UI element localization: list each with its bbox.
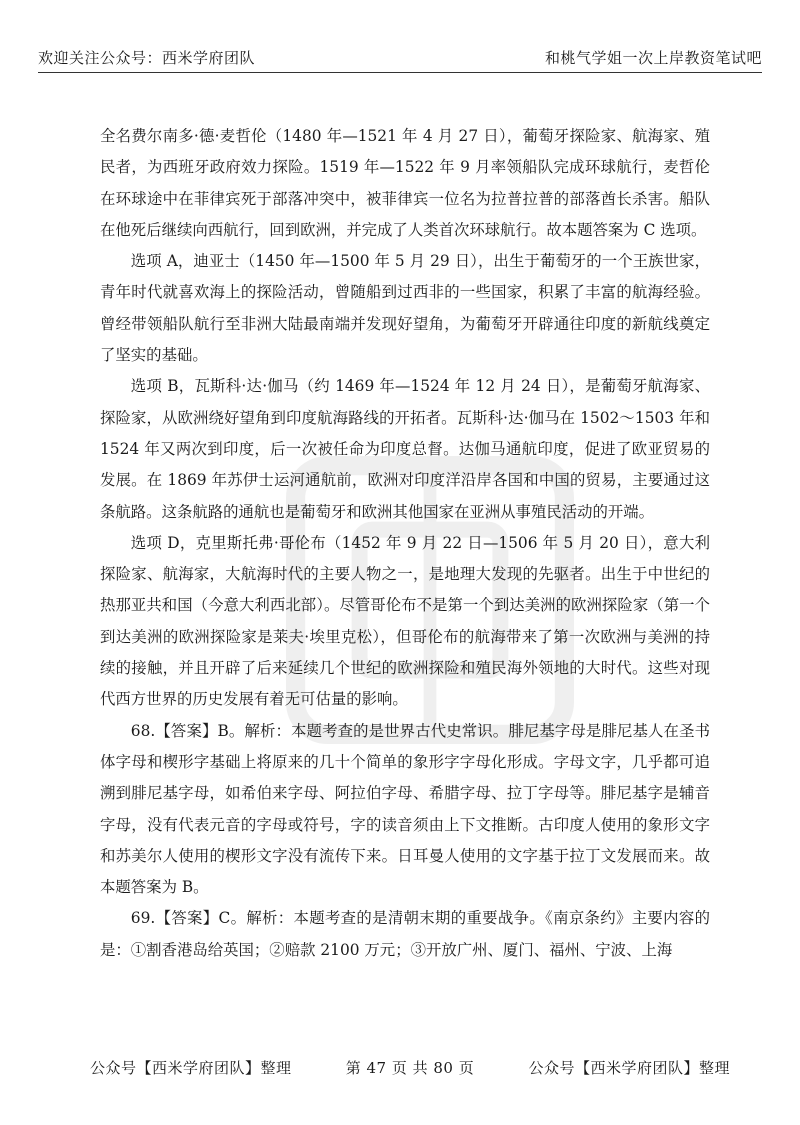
paragraph-magellan: 全名费尔南多·德·麦哲伦（1480 年—1521 年 4 月 27 日），葡萄牙探险家、航海家、殖民者，为西班牙政府效力探险。1519 年—1522 年 9 月率领船队完成环球航行，麦哲伦在环球途中在菲律宾死于部落冲突中，被菲律宾一位名为拉普拉普的部落酋长杀害。船队在他死后继续向西航行，回到欧洲，并完成了人类首次环球航行。故本题答案为 C 选项。 (100, 127, 710, 239)
paragraph-option-b: 选项 B，瓦斯科·达·伽马（约 1469 年—1524 年 12 月 24 日），是葡萄牙航海家、探险家，从欧洲绕好望角到印度航海路线的开拓者。瓦斯科·达·伽马在 1502～1503 年和 1524 年又两次到印度，后一次被任命为印度总督。达伽马通航印度，促进了欧亚贸易的发展。在 1869 年苏伊士运河通航前，欧洲对印度洋沿岸各国和中国的贸易，主要通过这条航路。这条航路的通航也是葡萄牙和欧洲其他国家在亚洲从事殖民活动的开端。 (100, 377, 710, 521)
header-left-text: 欢迎关注公众号：西米学府团队 (38, 49, 256, 67)
page-number: 第 47 页 共 80 页 (345, 1058, 475, 1077)
paragraph-question-68: 68.【答案】B。解析：本题考查的是世界古代史常识。腓尼基字母是腓尼基人在圣书体字母和楔形字基础上将原来的几十个简单的象形字字母化形成。字母文字，几乎都可追溯到腓尼基字母，如希伯来字母、阿拉伯字母、希腊字母、拉丁字母等。腓尼基字是辅音字母，没有代表元音的字母或符号，字的读音须由上下文推断。古印度人使用的象形文字和苏美尔人使用的楔形文字没有流传下来。日耳曼人使用的文字基于拉丁文发展而来。故本题答案为 B。 (100, 721, 710, 897)
header-divider (38, 72, 762, 73)
footer-right-text: 公众号【西米学府团队】整理 (528, 1058, 730, 1077)
page-header (38, 44, 762, 68)
paragraph-question-69: 69.【答案】C。解析：本题考查的是清朝末期的重要战争。《南京条约》主要内容的是：①割香港岛给英国；②赔款 2100 万元；③开放广州、厦门、福州、宁波、上海 (100, 909, 710, 959)
paragraph-option-a: 选项 A，迪亚士（1450 年—1500 年 5 月 29 日），出生于葡萄牙的一个王族世家，青年时代就喜欢海上的探险活动，曾随船到过西非的一些国家，积累了丰富的航海经验。曾经带领船队航行至非洲大陆最南端并发现好望角，为葡萄牙开辟通往印度的新航线奠定了坚实的基础。 (100, 252, 710, 365)
answer-explanation-body (100, 121, 710, 966)
footer-left-text: 公众号【西米学府团队】整理 (90, 1058, 292, 1077)
paragraph-option-d: 选项 D，克里斯托弗·哥伦布（1452 年 9 月 22 日—1506 年 5 月 20 日），意大利探险家、航海家，大航海时代的主要人物之一，是地理大发现的先驱者。出生于中世纪的热那亚共和国（今意大利西北部）。尽管哥伦布不是第一个到达美洲的欧洲探险家（第一个到达美洲的欧洲探险家是莱夫·埃里克松），但哥伦布的航海带来了第一次欧洲与美洲的持续的接触，并且开辟了后来延续几个世纪的欧洲探险和殖民海外领地的大时代。这些对现代西方世界的历史发展有着无可估量的影响。 (100, 533, 710, 709)
header-right-text: 和桃气学姐一次上岸教资笔试吧 (544, 49, 762, 67)
page-footer (90, 1055, 730, 1079)
